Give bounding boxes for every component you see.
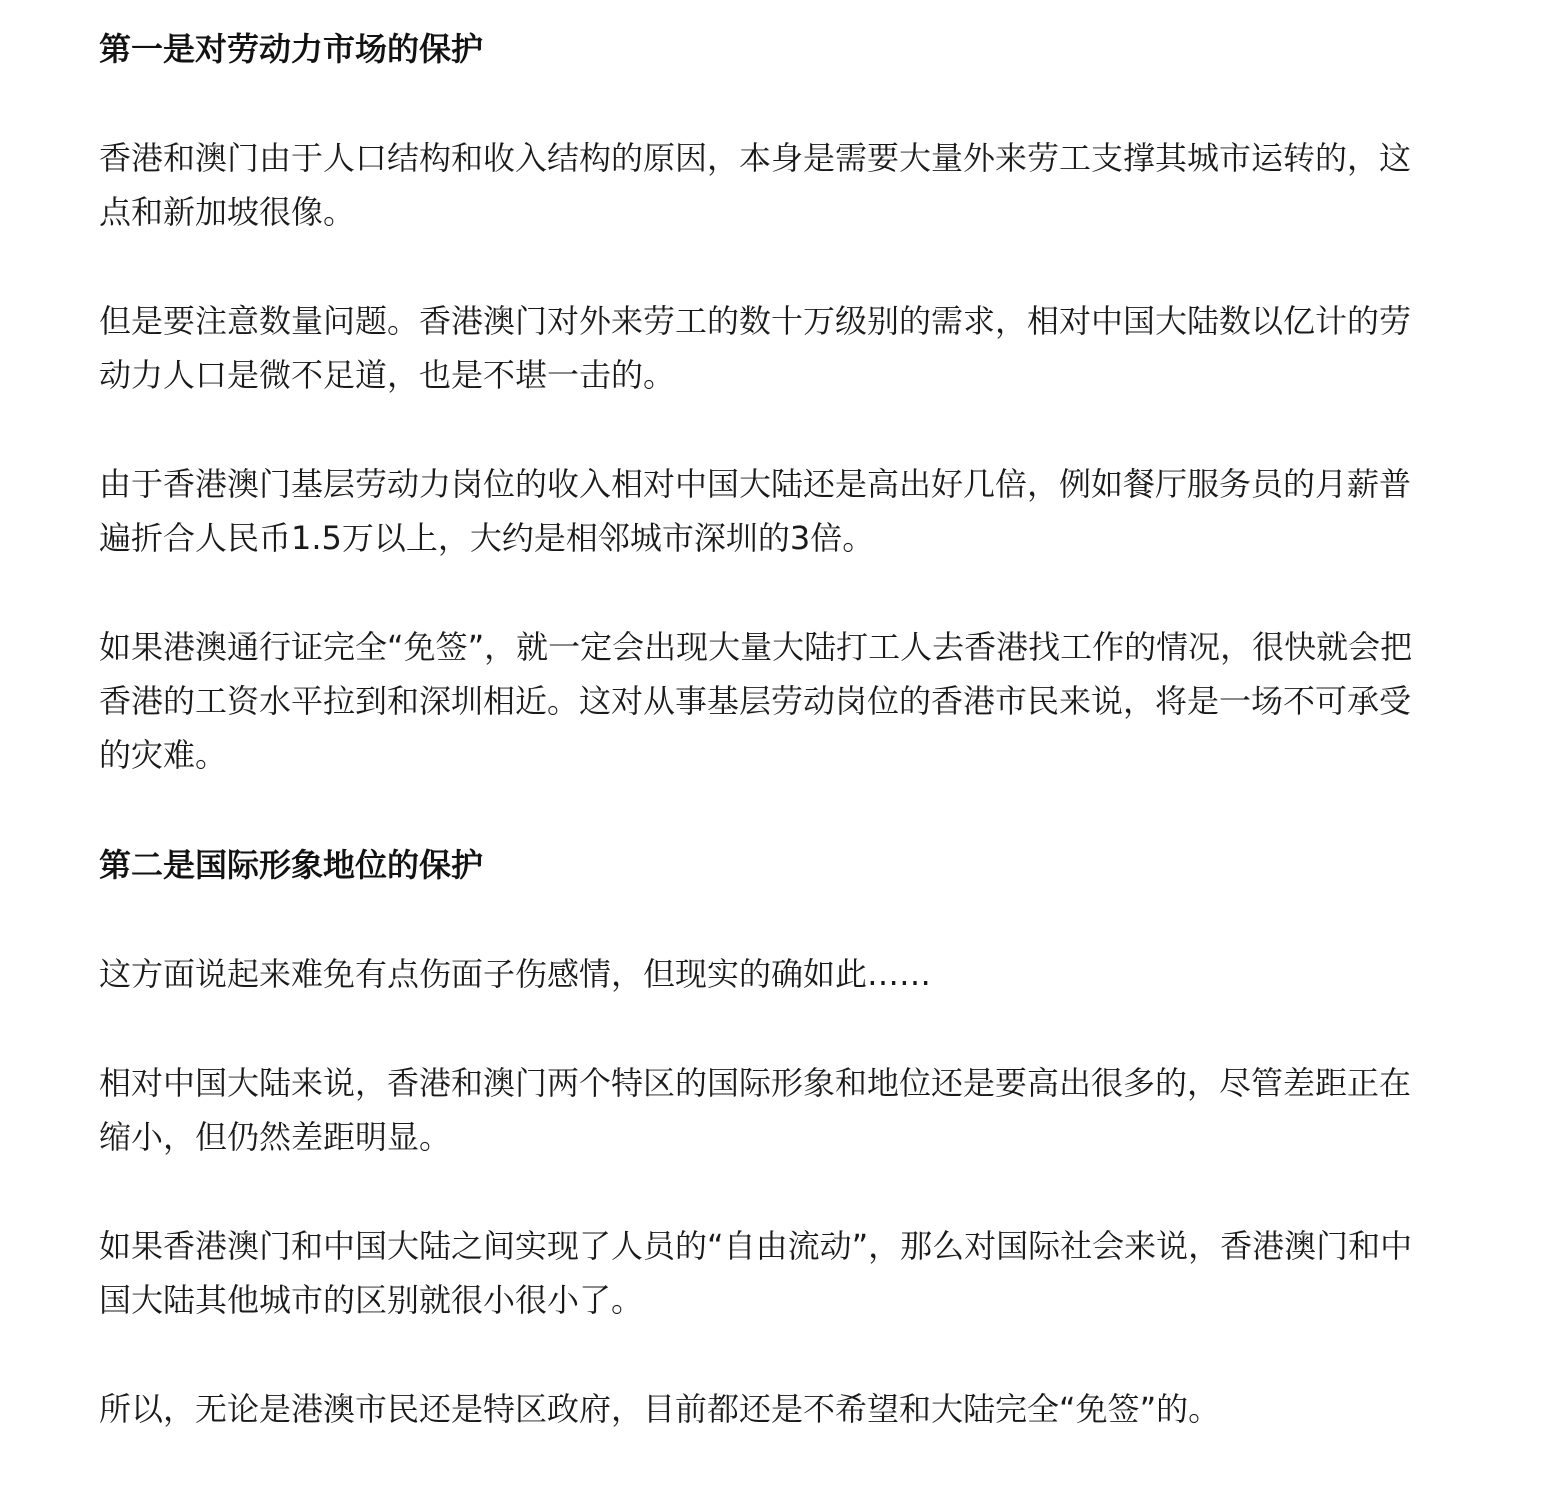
paragraph: 这方面说起来难免有点伤面子伤感情，但现实的确如此…… (99, 955, 932, 993)
paragraph: 所以，无论是港澳市民还是特区政府，目前都还是不希望和大陆完全“免签”的。 (99, 1390, 1221, 1428)
section-heading-international-image: 第二是国际形象地位的保护 (99, 846, 484, 884)
paragraph: 由于香港澳门基层劳动力岗位的收入相对中国大陆还是高出好几倍，例如餐厅服务员的月薪普遍折合人民币1.5万以上，大约是相邻城市深圳的3倍。 (99, 465, 1412, 557)
section-heading-labor-market: 第一是对劳动力市场的保护 (99, 30, 484, 68)
paragraph: 但是要注意数量问题。香港澳门对外来劳工的数十万级别的需求，相对中国大陆数以亿计的劳动力人口是微不足道，也是不堪一击的。 (99, 302, 1412, 394)
paragraph: 如果港澳通行证完全“免签”，就一定会出现大量大陆打工人去香港找工作的情况，很快就会把香港的工资水平拉到和深圳相近。这对从事基层劳动岗位的香港市民来说，将是一场不可承受的灾难。 (99, 628, 1413, 774)
paragraph: 如果香港澳门和中国大陆之间实现了人员的“自由流动”，那么对国际社会来说，香港澳门和中国大陆其他城市的区别就很小很小了。 (99, 1227, 1413, 1319)
paragraph: 香港和澳门由于人口结构和收入结构的原因，本身是需要大量外来劳工支撑其城市运转的，这点和新加坡很像。 (99, 139, 1412, 231)
paragraph: 相对中国大陆来说，香港和澳门两个特区的国际形象和地位还是要高出很多的，尽管差距正在缩小，但仍然差距明显。 (99, 1064, 1412, 1156)
